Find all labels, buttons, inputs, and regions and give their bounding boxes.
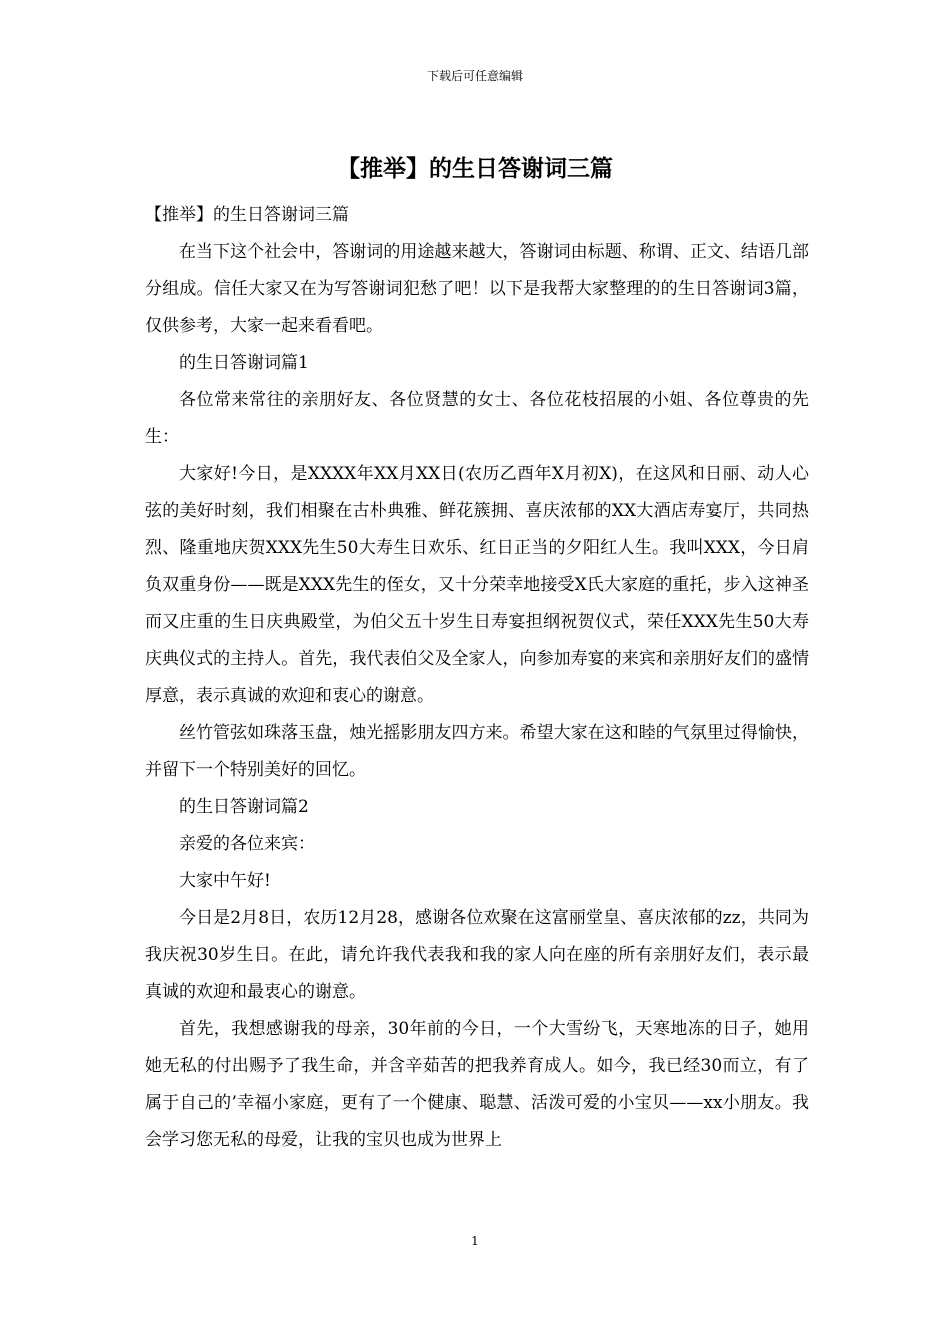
page-header-note: 下载后可任意编辑 [426,69,523,83]
subtitle-paragraph: 【推举】的生日答谢词三篇 [145,205,349,225]
body-paragraph-4: 首先，我想感谢我的母亲，30年前的今日，一个大雪纷飞，天寒地冻的日子，她用她无私的付出赐予了我生命，并含辛茹苦的把我养育成人。如今，我已经30而立，有了属于自己的’幸福小家庭，更有了一个健康、聪慧、活泼可爱的小宝贝——xx小朋友。我会学习您无私的母爱，让我的宝贝也成为世界上 [145,1019,809,1150]
greeting-paragraph-1: 各位常来常往的亲朋好友、各位贤慧的女士、各位花枝招展的小姐、各位尊贵的先生： [145,390,809,447]
document-title: 【推举】的生日答谢词三篇 [337,155,613,182]
intro-paragraph: 在当下这个社会中，答谢词的用途越来越大，答谢词由标题、称谓、正文、结语几部分组成。信任大家又在为写答谢词犯愁了吧！以下是我帮大家整理的的生日答谢词3篇，仅供参考，大家一起来看看吧。 [145,242,809,336]
greeting-paragraph-2: 亲爱的各位来宾： [179,834,315,854]
section-heading-2: 的生日答谢词篇2 [179,797,309,817]
body-paragraph-3: 今日是2月8日，农历12月28，感谢各位欢聚在这富丽堂皇、喜庆浓郁的zz，共同为我庆祝30岁生日。在此，请允许我代表我和我的家人向在座的所有亲朋好友们，表示最真诚的欢迎和最衷心的谢意。 [145,908,809,1002]
page-number: 1 [471,1234,479,1248]
body-paragraph-1: 大家好!今日，是XXXX年XX月XX日(农历乙酉年X月初X)，在这风和日丽、动人心弦的美好时刻，我们相聚在古朴典雅、鲜花簇拥、喜庆浓郁的XX大酒店寿宴厅，共同热烈、隆重地庆贺XXX先生50大寿生日欢乐、红日正当的夕阳红人生。我叫XXX，今日肩负双重身份——既是XXX先生的侄女，又十分荣幸地接受X氏大家庭的重托，步入这神圣而又庄重的生日庆典殿堂，为伯父五十岁生日寿宴担纲祝贺仪式，荣任XXX先生50大寿庆典仪式的主持人。首先，我代表伯父及全家人，向参加寿宴的来宾和亲朋好友们的盛情厚意，表示真诚的欢迎和衷心的谢意。 [145,464,809,706]
document-body [145,197,809,1159]
body-paragraph-2: 丝竹管弦如珠落玉盘，烛光摇影朋友四方来。希望大家在这和睦的气氛里过得愉快，并留下一个特别美好的回忆。 [145,723,809,780]
greeting-paragraph-3: 大家中午好! [179,871,271,891]
section-heading-1: 的生日答谢词篇1 [179,353,309,373]
